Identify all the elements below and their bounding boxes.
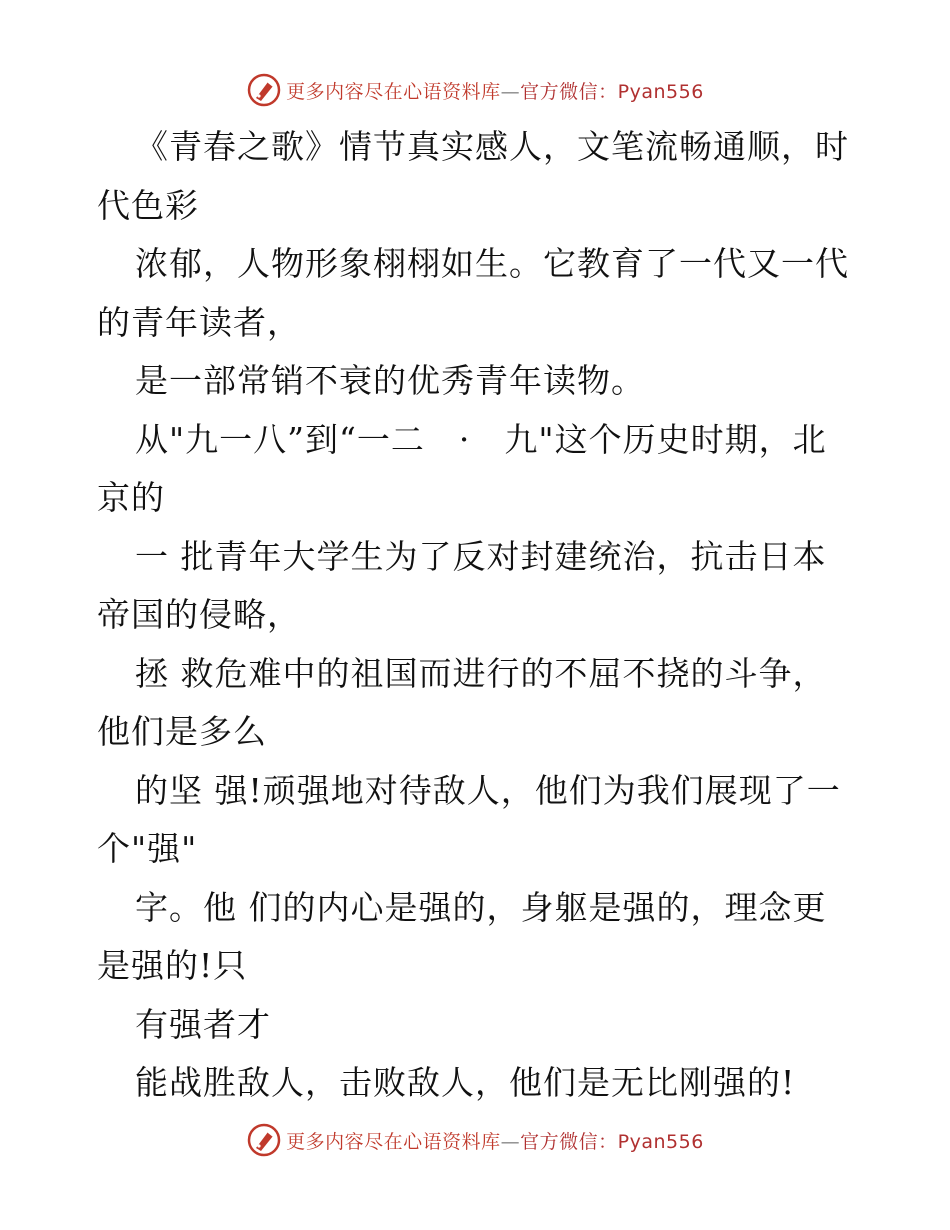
body-line: 浓郁，人物形象栩栩如生。它教育了一代又一代: [135, 244, 849, 283]
body-line: 一 批青年大学生为了反对封建统治，抗击日本: [135, 536, 827, 576]
body-line: 能战胜敌人，击败敌人，他们是无比刚强的!: [135, 1063, 796, 1102]
footer-banner: [0, 1120, 950, 1160]
header-banner-title: 更多内容尽在心语资料库: [286, 80, 501, 103]
body-line: 是一部常销不衰的优秀青年读物。: [135, 361, 645, 400]
header-banner-text: [286, 77, 704, 104]
footer-banner-wechat: 官方微信：Pyan556: [520, 1130, 704, 1153]
body-line: 帝国的侵略，: [97, 595, 301, 634]
body-line: 有强者才: [135, 1004, 271, 1044]
body-line: 他们是多么: [97, 712, 267, 751]
header-banner-wechat: 官方微信：Pyan556: [520, 80, 704, 103]
header-banner-dash: —: [500, 80, 521, 103]
body-line: 从"九一八”到“一二 · 九"这个历史时期，北: [135, 419, 827, 459]
body-line: 《青春之歌》情节真实感人，文笔流畅通顺，时: [135, 127, 849, 166]
body-line: 是强的!只: [97, 946, 248, 985]
body-line: 京的: [97, 478, 165, 517]
pen-nib-logo-icon: [246, 72, 282, 108]
pen-nib-logo-icon: [246, 1122, 282, 1158]
footer-banner-dash: —: [500, 1130, 521, 1153]
body-line: 的坚 强!顽强地对待敌人，他们为我们展现了一: [135, 770, 841, 810]
footer-banner-title: 更多内容尽在心语资料库: [286, 1130, 501, 1153]
document-body: [97, 118, 857, 1113]
body-line: 代色彩: [97, 185, 199, 225]
header-banner: [0, 70, 950, 110]
body-line: 个"强": [97, 829, 198, 868]
footer-banner-text: [286, 1127, 704, 1154]
body-line: 拯 救危难中的祖国而进行的不屈不挠的斗争，: [135, 653, 827, 693]
body-line: 的青年读者，: [97, 302, 301, 342]
body-line: 字。他 们的内心是强的，身躯是强的，理念更: [135, 887, 827, 927]
